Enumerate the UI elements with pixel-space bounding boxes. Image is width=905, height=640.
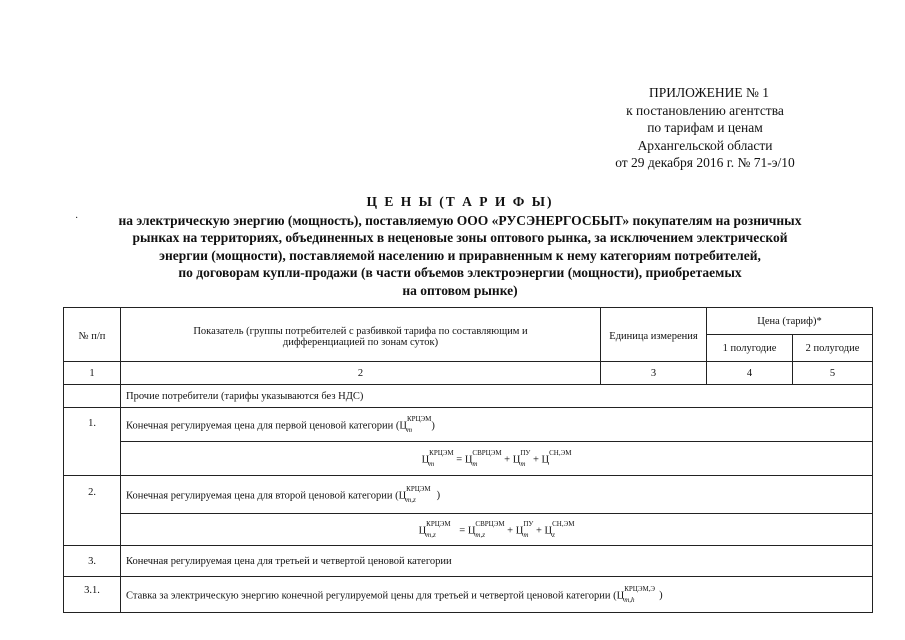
- scan-mark: ·: [75, 213, 79, 224]
- header-unit: Единица измерения: [601, 308, 707, 362]
- heading-line-2: рынках на территориях, объединенных в неценовые зоны оптового рынка, за исключением электрической: [132, 230, 788, 245]
- document-heading: [70, 193, 850, 299]
- formula: Ц m $^{КРЦЭМ}$ = Ц m $^{СВРЦЭМ}$ + Ц m $^{ПУ} + Ц^{СН,ЭМ}$: [121, 442, 873, 476]
- table-row: [64, 546, 873, 577]
- row-label: Ставка за электрическую энергию конечной регулируемой цены для третьей и четвертой ценовой категории (Ц m,h $^{КРЦЭМ,Э}$): [121, 577, 873, 613]
- col-number: 5: [793, 362, 873, 385]
- appendix-line-4: от 29 декабря 2016 г. № 71-э/10: [615, 155, 795, 170]
- heading-line-4: по договорам купли-продажи (в части объемов электроэнергии (мощности), приобретаемых: [178, 265, 742, 280]
- formula-row: [64, 514, 873, 546]
- header-half-1: 1 полугодие: [707, 335, 793, 362]
- row-num: 3.: [64, 546, 121, 577]
- col-number: 1: [64, 362, 121, 385]
- heading-line-3: энергии (мощности), поставляемой населению и приравненным к нему категориям потребителей,: [159, 247, 761, 263]
- row-num: 2.: [64, 476, 121, 546]
- header-price: Цена (тариф)*: [707, 308, 873, 335]
- col-number: 3: [601, 362, 707, 385]
- appendix-line-1: к постановлению агентства: [626, 102, 784, 118]
- row-num: 3.1.: [64, 577, 121, 613]
- col-number: 4: [707, 362, 793, 385]
- heading-line-1: на электрическую энергию (мощность), поставляемую ООО «РУСЭНЕРГОСБЫТ» покупателям на розничных: [118, 212, 802, 228]
- row-label: Конечная регулируемая цена для третьей и четвертой ценовой категории: [121, 546, 873, 577]
- table-header-row: [64, 308, 873, 335]
- table-row: [64, 408, 873, 442]
- table-row: [64, 476, 873, 514]
- heading-title: Ц Е Н Ы (Т А Р И Ф Ы): [366, 194, 554, 209]
- appendix-line-2: по тарифам и ценам: [647, 120, 763, 135]
- row-num: 1.: [64, 408, 121, 476]
- header-half-2: 2 полугодие: [793, 335, 873, 362]
- formula: Ц m,z $^{КРЦЭМ}$ = Ц m,z $^{СВРЦЭМ}$ + Ц m $^{ПУ}$ + Ц z $^{СН,ЭМ}$: [121, 514, 873, 546]
- table-row: [64, 577, 873, 613]
- header-num: № п/п: [64, 308, 121, 362]
- appendix-line-3: Архангельской области: [637, 137, 773, 153]
- row-label: Конечная регулируемая цена для первой ценовой категории (Ц m $^{КРЦЭМ}$): [121, 408, 873, 442]
- tariff-table: [63, 307, 873, 613]
- header-indicator: Показатель (группы потребителей с разбивкой тарифа по составляющим и дифференциацией по зонам суток): [121, 308, 601, 362]
- heading-line-5: на оптовом рынке): [402, 282, 518, 298]
- formula-row: [64, 442, 873, 476]
- column-number-row: [64, 362, 873, 385]
- group-label: Прочие потребители (тарифы указываются без НДС): [121, 385, 873, 408]
- table-row: [64, 385, 873, 408]
- col-number: 2: [121, 362, 601, 385]
- appendix-block: [560, 84, 850, 172]
- appendix-title: ПРИЛОЖЕНИЕ № 1: [648, 85, 770, 100]
- row-label: Конечная регулируемая цена для второй ценовой категории (Ц m,z $^{КРЦЭМ}$): [121, 476, 873, 514]
